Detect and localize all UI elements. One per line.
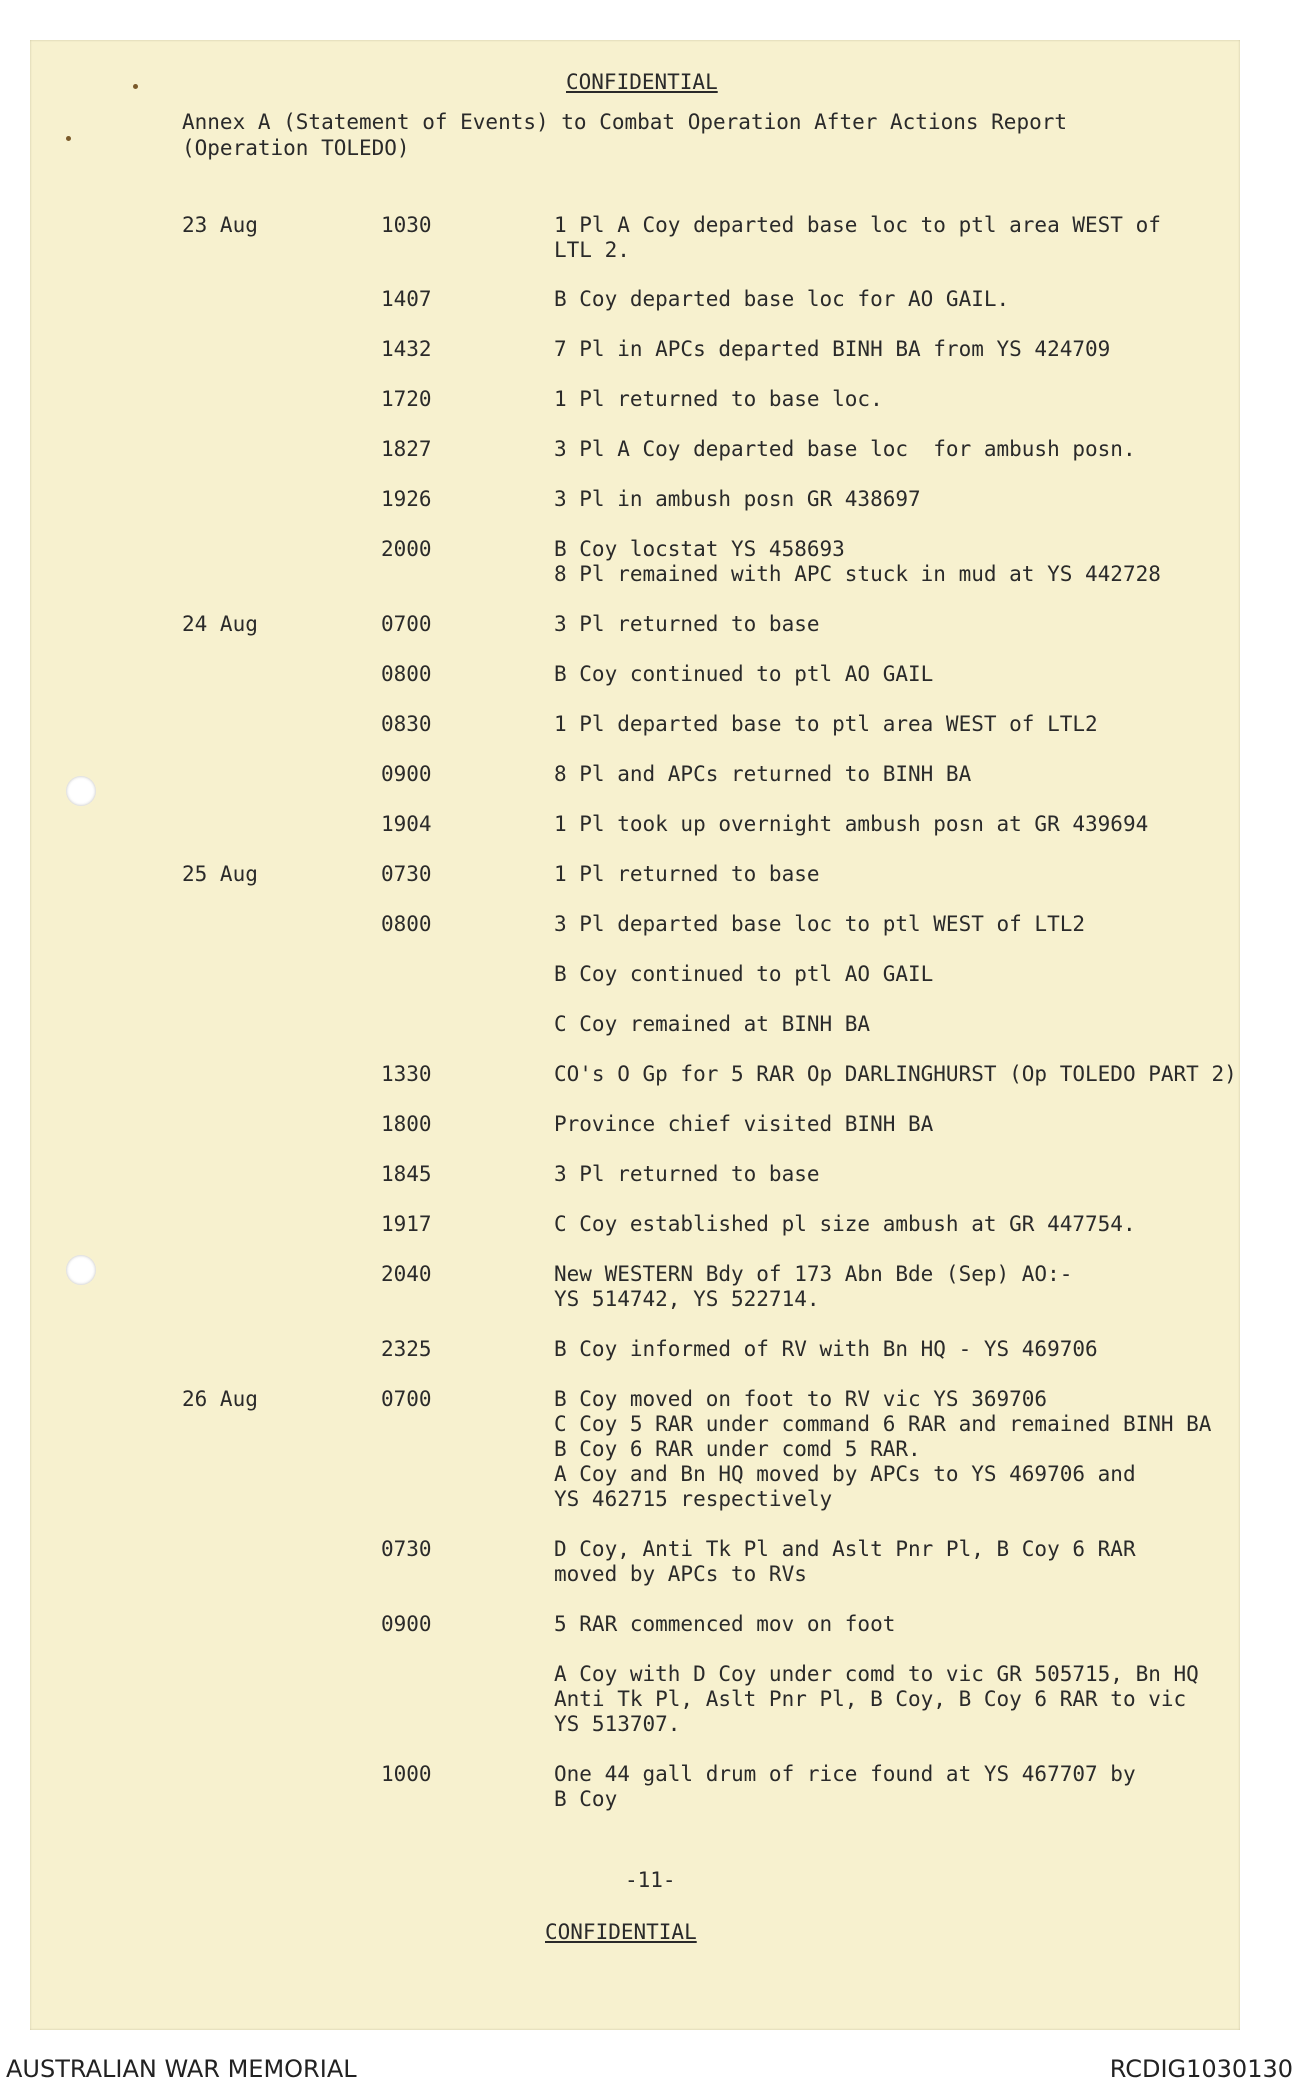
punch-hole	[66, 776, 96, 806]
event-text: 3 Pl A Coy departed base loc for ambush posn.	[554, 437, 1136, 461]
event-time: 2325	[381, 1337, 432, 1361]
event-text: 1 Pl returned to base loc.	[554, 387, 883, 411]
event-date: 23 Aug	[182, 213, 258, 237]
event-time: 0700	[381, 612, 432, 636]
event-time: 1827	[381, 437, 432, 461]
classification-bottom: CONFIDENTIAL	[545, 1920, 697, 1944]
event-date: 25 Aug	[182, 862, 258, 886]
event-text: 1 Pl departed base to ptl area WEST of LTL2	[554, 712, 1098, 736]
event-time: 1917	[381, 1212, 432, 1236]
event-text: B Coy moved on foot to RV vic YS 369706 C Coy 5 RAR under command 6 RAR and remained BINH BA B Coy 6 RAR under comd 5 RAR. A Coy and Bn HQ moved by APCs to YS 469706 and YS 462715 respectively	[554, 1387, 1212, 1511]
event-time: 0700	[381, 1387, 432, 1411]
archive-label: AUSTRALIAN WAR MEMORIAL	[6, 2055, 357, 2083]
page-number: -11-	[625, 1868, 676, 1892]
event-time: 1800	[381, 1112, 432, 1136]
event-text: B Coy departed base loc for AO GAIL.	[554, 287, 1010, 311]
event-time: 1926	[381, 487, 432, 511]
event-text: C Coy established pl size ambush at GR 447754.	[554, 1212, 1136, 1236]
event-text: C Coy remained at BINH BA	[554, 1012, 871, 1036]
event-text: B Coy continued to ptl AO GAIL	[554, 662, 934, 686]
archive-id: RCDIG1030130	[1109, 2055, 1293, 2083]
paper-speck	[66, 136, 71, 141]
event-text: 1 Pl took up overnight ambush posn at GR 439694	[554, 812, 1149, 836]
event-text: 3 Pl departed base loc to ptl WEST of LTL2	[554, 912, 1086, 936]
event-text: 1 Pl returned to base	[554, 862, 820, 886]
operation-name: (Operation TOLEDO)	[182, 136, 410, 160]
annex-title: Annex A (Statement of Events) to Combat Operation After Actions Report	[182, 110, 1068, 134]
event-text: 3 Pl returned to base	[554, 612, 820, 636]
paper-speck	[133, 84, 138, 89]
event-text: A Coy with D Coy under comd to vic GR 505715, Bn HQ Anti Tk Pl, Aslt Pnr Pl, B Coy, B Coy 6 RAR to vic YS 513707.	[554, 1662, 1199, 1736]
event-time: 0900	[381, 762, 432, 786]
event-text: B Coy informed of RV with Bn HQ - YS 469706	[554, 1337, 1098, 1361]
event-time: 1330	[381, 1062, 432, 1086]
event-time: 1904	[381, 812, 432, 836]
event-time: 0800	[381, 912, 432, 936]
event-time: 1000	[381, 1762, 432, 1786]
event-text: B Coy locstat YS 458693 8 Pl remained with APC stuck in mud at YS 442728	[554, 537, 1161, 586]
event-time: 1432	[381, 337, 432, 361]
event-text: B Coy continued to ptl AO GAIL	[554, 962, 934, 986]
event-time: 0800	[381, 662, 432, 686]
event-time: 0830	[381, 712, 432, 736]
event-text: One 44 gall drum of rice found at YS 467707 by B Coy	[554, 1762, 1136, 1811]
event-time: 2040	[381, 1262, 432, 1286]
event-date: 26 Aug	[182, 1387, 258, 1411]
event-time: 2000	[381, 537, 432, 561]
event-text: New WESTERN Bdy of 173 Abn Bde (Sep) AO:- YS 514742, YS 522714.	[554, 1262, 1073, 1311]
event-time: 1720	[381, 387, 432, 411]
event-text: 7 Pl in APCs departed BINH BA from YS 424709	[554, 337, 1111, 361]
event-time: 1030	[381, 213, 432, 237]
event-text: 5 RAR commenced mov on foot	[554, 1612, 896, 1636]
event-text: 1 Pl A Coy departed base loc to ptl area WEST of LTL 2.	[554, 213, 1161, 262]
event-text: Province chief visited BINH BA	[554, 1112, 934, 1136]
event-time: 1845	[381, 1162, 432, 1186]
event-text: 3 Pl in ambush posn GR 438697	[554, 487, 921, 511]
event-date: 24 Aug	[182, 612, 258, 636]
event-text: 3 Pl returned to base	[554, 1162, 820, 1186]
event-text: D Coy, Anti Tk Pl and Aslt Pnr Pl, B Coy 6 RAR moved by APCs to RVs	[554, 1537, 1136, 1586]
event-text: CO's O Gp for 5 RAR Op DARLINGHURST (Op TOLEDO PART 2)	[554, 1062, 1237, 1086]
punch-hole	[66, 1255, 96, 1285]
event-time: 0730	[381, 1537, 432, 1561]
event-text: 8 Pl and APCs returned to BINH BA	[554, 762, 972, 786]
event-time: 1407	[381, 287, 432, 311]
event-time: 0900	[381, 1612, 432, 1636]
event-time: 0730	[381, 862, 432, 886]
classification-top: CONFIDENTIAL	[566, 70, 718, 94]
